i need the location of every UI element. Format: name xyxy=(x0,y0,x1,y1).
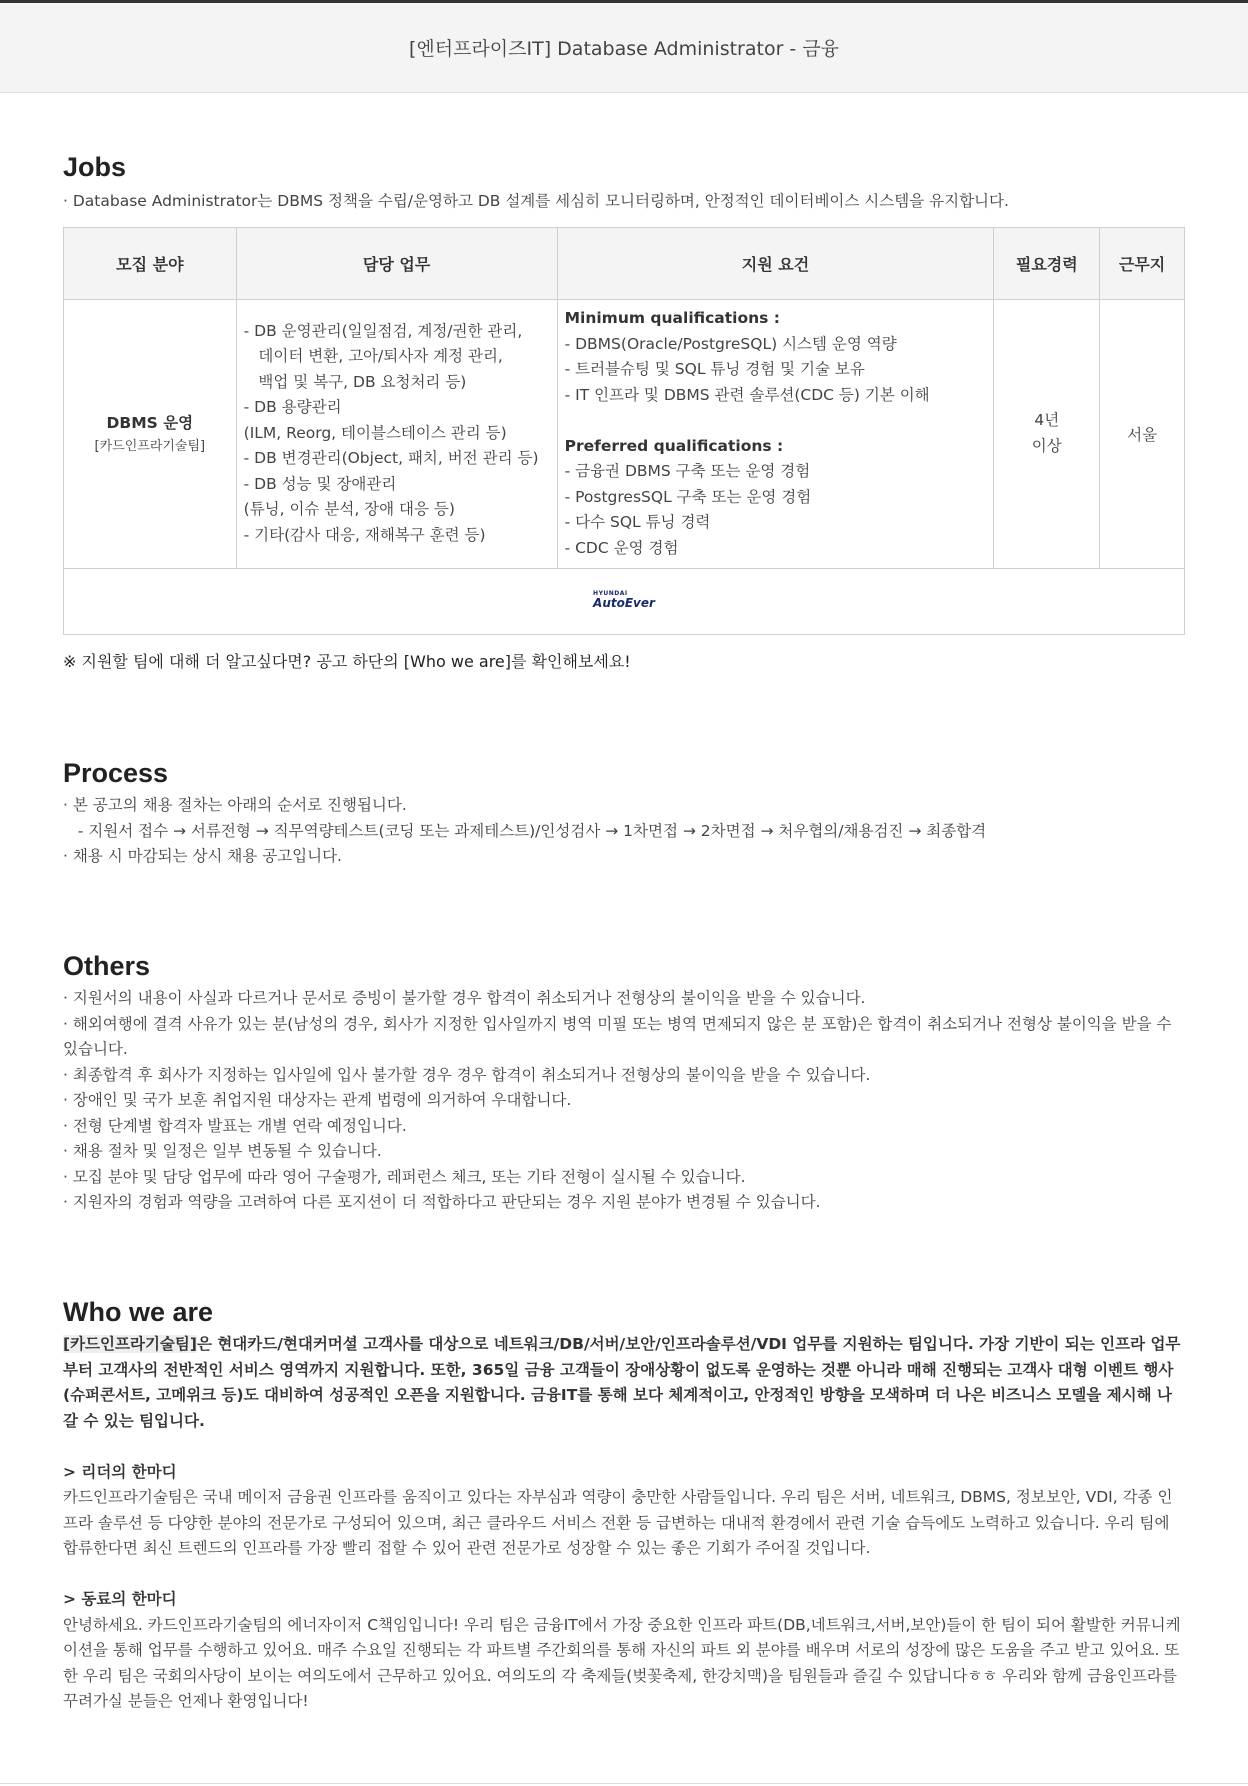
others-line: · 전형 단계별 합격자 발표는 개별 연락 예정입니다. xyxy=(63,1116,407,1135)
jobs-intro: · Database Administrator는 DBMS 정책을 수립/운영하고 DB 설계를 세심히 모니터링하며, 안정적인 데이터베이스 시스템을 유지합니다. xyxy=(63,192,1009,210)
min-qual-title: Minimum qualifications : xyxy=(564,309,780,327)
pref-qual-item: - CDC 운영 경험 xyxy=(564,538,679,557)
others-line: · 지원서의 내용이 사실과 다르거나 문서로 증빙이 불가할 경우 합격이 취소되거나 전형상의 불이익을 받을 수 있습니다. xyxy=(63,989,866,1007)
peer-text: 안녕하세요. 카드인프라기술팀의 에너자이저 C책임입니다! 우리 팀은 금융IT에서 가장 중요한 인프라 파트(DB,네트워크,서버,보안)들이 한 팀이 되어 활발한 커뮤니케이션을 통해 업무를 수행하고 있어요. 매주 수요일 진행되는 각 파트별 주간회의를 통해 자신의 파트 외 분야를 배우며 서로의 성장에 많은 도움을 주고 받고 있어요. 또한 우리 팀은 국회의사당이 보이는 여의도에서 근무하고 있어요. 여의도의 각 축제들(벚꽃축제, 한강치맥)을 팀원들과 즐길 수 있답니다ㅎㅎ 우리와 함께 금융인프라를 꾸려가실 분들은 언제나 환영입니다! xyxy=(63,1615,1181,1710)
col-header-experience: 필요경력 xyxy=(994,227,1100,299)
page-title: [엔터프라이즈IT] Database Administrator - 금융 xyxy=(408,38,840,60)
hyundai-autoever-logo: HYUNDAI AutoEver xyxy=(593,590,655,610)
pref-qual-title: Preferred qualifications : xyxy=(564,436,784,455)
duty-line: - DB 변경관리(Object, 패치, 버전 관리 등) xyxy=(243,449,539,468)
others-line: · 채용 절차 및 일정은 일부 변동될 수 있습니다. xyxy=(63,1142,382,1160)
others-line: · 장애인 및 국가 보훈 취업지원 대상자는 관계 법령에 의거하여 우대합니다. xyxy=(63,1091,572,1109)
duty-line: - DB 용량관리 xyxy=(243,398,342,417)
team-name: [카드인프라기술팀] xyxy=(94,438,206,454)
peer-title: > 동료의 한마디 xyxy=(63,1590,177,1608)
others-line: · 모집 분야 및 담당 업무에 따라 영어 구술평가, 레퍼런스 체크, 또는 기타 전형이 실시될 수 있습니다. xyxy=(63,1167,746,1186)
process-steps: - 지원서 접수 → 서류전형 → 직무역량테스트(코딩 또는 과제테스트)/인성검사 → 1차면접 → 2차면접 → 처우협의/채용검진 → 최종합격 xyxy=(63,821,987,840)
pref-qual-item: - PostgresSQL 구축 또는 운영 경험 xyxy=(564,487,812,506)
location-value: 서울 xyxy=(1127,425,1158,444)
duty-line: - 기타(감사 대응, 재해복구 훈련 등) xyxy=(243,525,486,544)
field-name: DBMS 운영 xyxy=(106,413,194,432)
col-header-field: 모집 분야 xyxy=(64,227,237,299)
others-line: 있습니다. xyxy=(63,1040,128,1058)
team-intro-text: 은 현대카드/현대커머셜 고객사를 대상으로 네트워크/DB/서버/보안/인프라솔루션/VDI 업무를 지원하는 팀입니다. 가장 기반이 되는 인프라 업무부터 고객사의 전반적인 서비스 영역까지 지원합니다. 또한, 365일 금융 고객들이 장애상황이 없도록 운영하는 것뿐 아니라 매해 진행되는 고객사 대형 이벤트 행사(슈퍼콘서트, 고메위크 등)도 대비하여 성공적인 오픈을 지원합니다. 금융IT를 통해 보다 체계적이고, 안정적인 방향을 모색하며 더 나은 비즈니스 모델을 제시해 나갈 수 있는 팀입니다. xyxy=(63,1335,1181,1430)
duty-line: 백업 및 복구, DB 요청처리 등) xyxy=(243,372,467,391)
min-qual-item: - IT 인프라 및 DBMS 관련 솔루션(CDC 등) 기본 이해 xyxy=(564,385,930,404)
col-header-location: 근무지 xyxy=(1100,227,1185,299)
col-header-duties: 담당 업무 xyxy=(236,227,557,299)
col-header-requirements: 지원 요건 xyxy=(557,227,994,299)
bottom-border xyxy=(0,1783,1248,1784)
pref-qual-item: - 금융권 DBMS 구축 또는 운영 경험 xyxy=(564,462,811,480)
duties-cell xyxy=(236,299,557,568)
who-section xyxy=(63,1299,1185,1715)
leader-text: 카드인프라기술팀은 국내 메이저 금융권 인프라를 움직이고 있다는 자부심과 역량이 충만한 사람들입니다. 우리 팀은 서버, 네트워크, DBMS, 정보보안, VDI, 각종 인프라 솔루션 등 다양한 분야의 전문가로 구성되어 있으며, 최근 클라우드 서비스 전환 등 급변하는 대내적 환경에서 관련 기술 습득에도 노력하고 있습니다. 우리 팀에 합류한다면 최신 트렌드의 인프라를 가장 빨리 접할 수 있어 관련 전문가로 성장할 수 있는 좋은 기회가 주어질 것입니다. xyxy=(63,1488,1173,1557)
team-tag: [카드인프라기술팀] xyxy=(63,1335,197,1353)
duty-line: 데이터 변환, 고아/퇴사자 계정 관리, xyxy=(243,347,503,366)
logo-cell xyxy=(64,568,1185,634)
experience-suffix: 이상 xyxy=(1031,436,1062,455)
requirements-cell xyxy=(557,299,994,568)
others-line: · 지원자의 경험과 역량을 고려하여 다른 포지션이 더 적합하다고 판단되는 경우 지원 분야가 변경될 수 있습니다. xyxy=(63,1193,821,1211)
process-section xyxy=(63,760,1185,870)
leader-title: > 리더의 한마디 xyxy=(63,1462,177,1481)
duty-line: (ILM, Reorg, 테이블스테이스 관리 등) xyxy=(243,423,507,442)
jobs-heading: Jobs xyxy=(63,152,127,182)
process-heading: Process xyxy=(63,758,169,788)
others-line: · 최종합격 후 회사가 지정하는 입사일에 입사 불가할 경우 경우 합격이 취소되거나 전형상의 불이익을 받을 수 있습니다. xyxy=(63,1065,871,1084)
field-cell xyxy=(64,299,237,568)
page-header xyxy=(0,3,1248,93)
jobs-note: ※ 지원할 팀에 대해 더 알고싶다면? 공고 하단의 [Who we are]를 확인해보세요! xyxy=(63,651,631,671)
experience-cell xyxy=(994,299,1100,568)
duty-line: - DB 성능 및 장애관리 xyxy=(243,474,397,493)
team-intro xyxy=(63,1332,1185,1434)
jobs-table xyxy=(63,227,1185,635)
others-line: · 해외여행에 결격 사유가 있는 분(남성의 경우, 회사가 지정한 입사일까지 병역 미필 또는 병역 면제되지 않은 분 포함)은 합격이 취소되거나 전형상 불이익을 받을 수 xyxy=(63,1014,1172,1033)
process-line: · 본 공고의 채용 절차는 아래의 순서로 진행됩니다. xyxy=(63,796,407,814)
jobs-section xyxy=(63,154,1185,674)
min-qual-item: - DBMS(Oracle/PostgreSQL) 시스템 운영 역량 xyxy=(564,334,897,353)
pref-qual-item: - 다수 SQL 튜닝 경력 xyxy=(564,513,711,531)
min-qual-item: - 트러블슈팅 및 SQL 튜닝 경험 및 기술 보유 xyxy=(564,360,865,378)
duty-line: - DB 운영관리(일일점검, 계정/권한 관리, xyxy=(243,321,523,340)
others-heading: Others xyxy=(63,951,151,981)
duty-line: (튜닝, 이슈 분석, 장애 대응 등) xyxy=(243,500,455,519)
who-heading: Who we are xyxy=(63,1297,214,1327)
location-cell xyxy=(1100,299,1185,568)
experience-years: 4년 xyxy=(1034,411,1060,429)
process-line: · 채용 시 마감되는 상시 채용 공고입니다. xyxy=(63,847,342,865)
others-section xyxy=(63,953,1185,1216)
